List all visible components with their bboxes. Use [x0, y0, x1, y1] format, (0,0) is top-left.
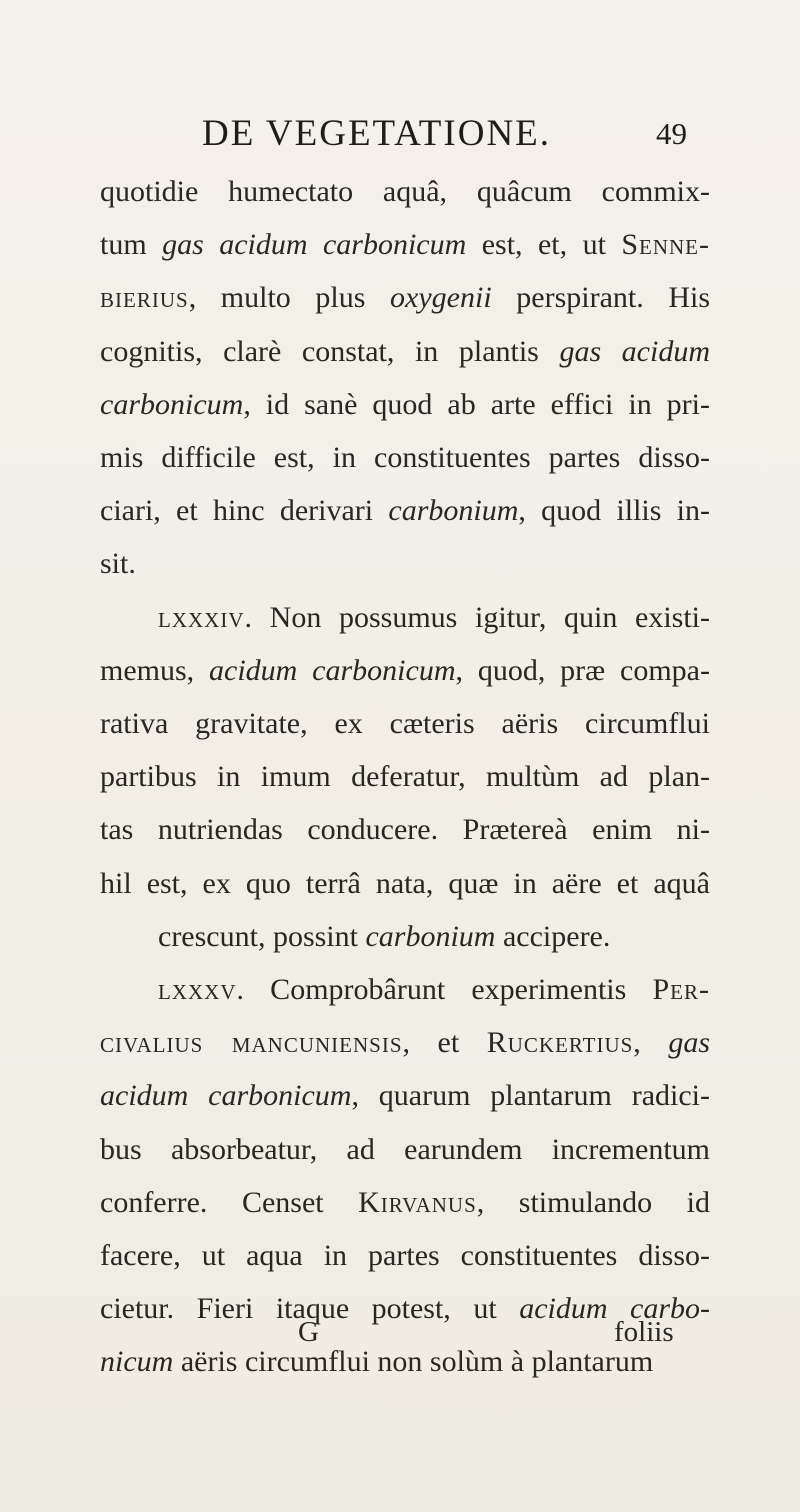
small-caps-run: Ruckertius [486, 1026, 634, 1060]
text-run: accipere. [495, 919, 611, 953]
text-run: , [633, 1026, 669, 1060]
text-line [100, 1236, 710, 1276]
text-line [100, 438, 710, 478]
text-run: conferre. Censet [100, 1185, 359, 1219]
text-line [100, 225, 710, 265]
small-caps-run: lxxxv [158, 973, 237, 1006]
page-number: 49 [656, 116, 687, 151]
italic-run: gas [668, 1026, 711, 1060]
text-line [100, 544, 710, 584]
text-run: mis difficile est, in constituentes partes disso- [100, 441, 710, 474]
text-run: , multo plus [188, 281, 391, 315]
italic-run: oxygenii [390, 281, 492, 315]
text-line [100, 1183, 710, 1223]
small-caps-run: lxxxiv [158, 600, 245, 634]
italic-run: carbonicum [100, 387, 244, 421]
signature-mark: G [298, 1316, 319, 1348]
running-head [0, 112, 800, 162]
text-run: . Comprobârunt experimentis [236, 973, 653, 1006]
text-run: cietur. Fieri itaque potest, ut [100, 1292, 520, 1326]
text-run: crescunt, possint [158, 919, 366, 953]
text-line [100, 704, 710, 744]
text-run: hil est, ex quo terrâ nata, quæ in aëre et aquâ [100, 866, 710, 900]
italic-run: acidum carbo- [519, 1292, 711, 1326]
italic-run: nicum [100, 1345, 174, 1379]
text-run: sit. [100, 547, 136, 581]
text-line [100, 278, 710, 318]
text-line [100, 1130, 710, 1170]
text-run: , et [402, 1026, 487, 1060]
italic-run: carbonium [388, 494, 519, 528]
text-run: partibus in imum deferatur, multùm ad plan- [100, 760, 710, 794]
text-line [100, 491, 710, 531]
text-run: , id sanè quod ab arte effici in pri- [243, 387, 710, 421]
text-line [100, 172, 710, 212]
text-run: est, et, ut [466, 228, 622, 262]
text-run: aëris circumflui non solùm à plantarum [173, 1345, 654, 1379]
italic-run: acidum carbonicum [209, 653, 456, 687]
text-line [100, 385, 710, 425]
text-line [158, 970, 710, 1010]
text-line [100, 864, 710, 904]
small-caps-run: bierius [100, 281, 189, 315]
small-caps-run: Kirvanus [358, 1185, 477, 1219]
text-line [100, 1076, 710, 1116]
text-run: bus absorbeatur, ad earundem incrementum [100, 1132, 710, 1166]
text-run: cognitis, clarè constat, in plantis [100, 334, 560, 368]
text-line [158, 598, 710, 638]
text-run: perspirant. His [491, 281, 710, 315]
text-run: , quod, præ compa- [455, 653, 710, 687]
text-run: rativa gravitate, ex cæteris aëris circumflui [100, 707, 710, 740]
text-run: tas nutriendas conducere. Prætereà enim ni- [100, 813, 710, 847]
italic-run: acidum carbonicum [100, 1079, 352, 1113]
text-line [100, 810, 710, 850]
text-run: ciari, et hinc derivari [100, 494, 389, 528]
text-run: , quarum plantarum radici- [351, 1079, 710, 1113]
text-run: , stimulando id [476, 1185, 710, 1219]
small-caps-run: Per- [652, 973, 710, 1006]
running-title: DE VEGETATIONE. [202, 113, 552, 154]
text-run: tum [100, 228, 163, 262]
text-line [100, 651, 710, 691]
italic-run: carbonium [365, 919, 496, 953]
text-run: memus, [100, 653, 210, 687]
text-run: quotidie humectato aquâ, quâcum commix- [100, 175, 710, 208]
catchword: foliis [614, 1316, 674, 1348]
text-line [158, 917, 710, 957]
small-caps-run: Senne- [621, 228, 711, 262]
text-line [100, 757, 710, 797]
text-run: , quod illis in- [518, 494, 711, 528]
italic-run: gas acidum [559, 334, 710, 368]
italic-run: gas acidum carbonicum [162, 228, 467, 262]
text-run: facere, ut aqua in partes constituentes disso- [100, 1239, 710, 1272]
text-run: . Non possumus igitur, quin existi- [244, 600, 710, 634]
text-line [100, 332, 710, 372]
text-line [100, 1023, 710, 1063]
small-caps-run: civalius mancuniensis [100, 1026, 403, 1060]
